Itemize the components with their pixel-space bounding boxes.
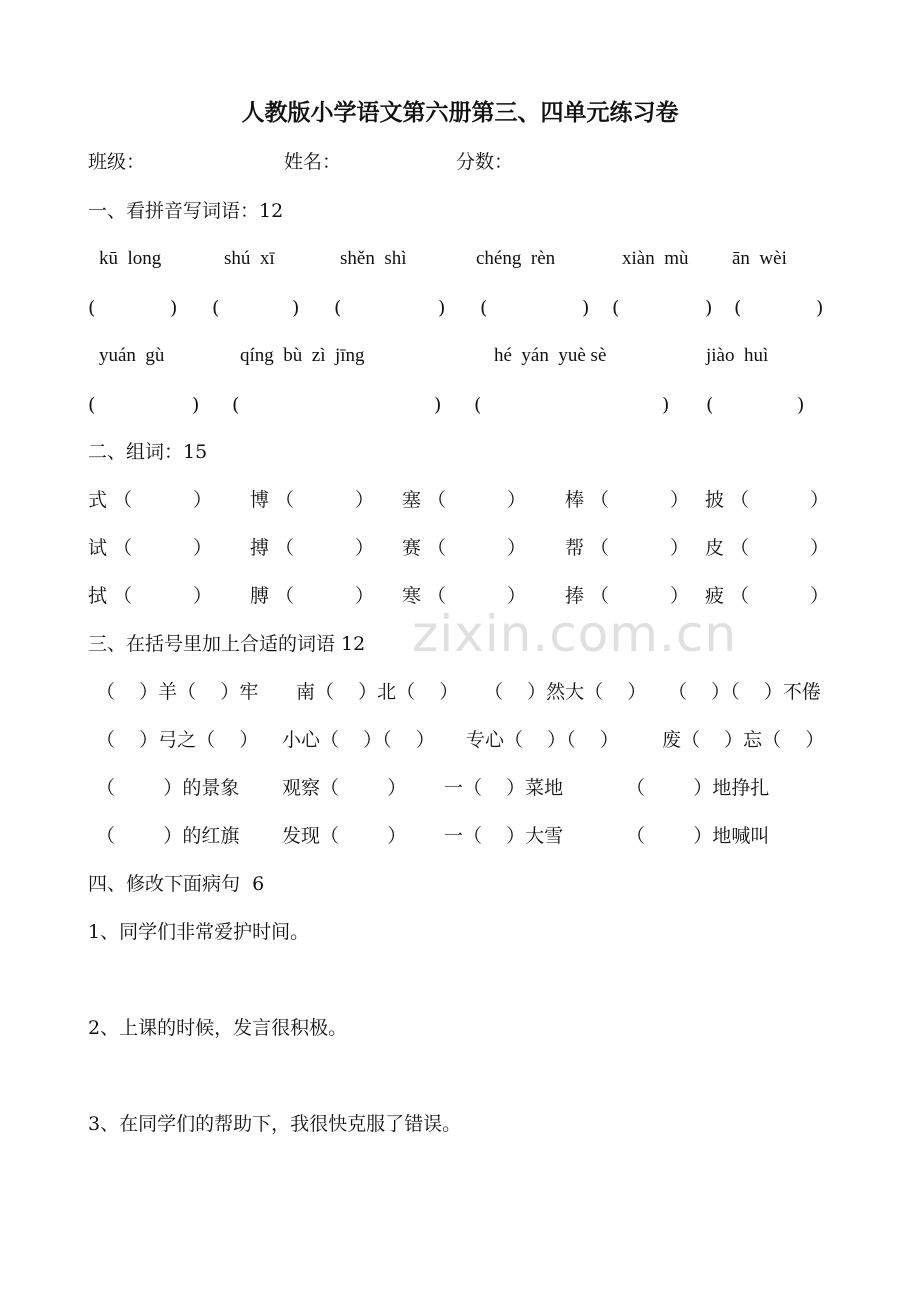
answer-blank-open: （	[427, 489, 447, 511]
answer-blank-close: ）	[810, 585, 830, 607]
answer-blank-open: （	[590, 537, 610, 559]
answer-blank-close: )	[797, 394, 805, 416]
answer-blank-close: ）	[507, 537, 527, 559]
word-char: 塞	[402, 489, 422, 511]
answer-blank-open: （	[275, 585, 295, 607]
section2-heading: 二、组词：15	[88, 441, 208, 463]
pinyin-item: shěn shì	[340, 248, 407, 269]
section3-heading: 三、在括号里加上合适的词语 12	[88, 633, 366, 655]
idiom-item: 小心（ ）（ ）	[282, 729, 435, 751]
sentence-item: 1、同学们非常爱护时间。	[88, 921, 310, 943]
answer-blank-close: )	[434, 394, 442, 416]
answer-blank-open: （	[275, 489, 295, 511]
answer-blank-open: （	[730, 585, 750, 607]
name-label: 姓名：	[284, 151, 342, 173]
answer-blank-open: （	[730, 489, 750, 511]
answer-blank-open: (	[334, 297, 342, 319]
idiom-item: （ ）（ ）不倦	[668, 681, 821, 703]
idiom-item: 南（ ）北（ ）	[296, 681, 459, 703]
answer-blank-open: （	[590, 489, 610, 511]
word-char: 式	[88, 489, 108, 511]
answer-blank-close: ）	[355, 489, 375, 511]
idiom-item: 废（ ）忘（ ）	[662, 729, 825, 751]
answer-blank-close: ）	[507, 489, 527, 511]
answer-blank-open: (	[480, 297, 488, 319]
idiom-item: （ ）然大（ ）	[484, 681, 647, 703]
answer-blank-open: (	[88, 394, 96, 416]
phrase-item: （ ）地挣扎	[626, 777, 770, 799]
answer-blank-close: ）	[355, 585, 375, 607]
sentence-item: 3、在同学们的帮助下，我很快克服了错误。	[88, 1113, 462, 1135]
answer-blank-close: )	[292, 297, 300, 319]
answer-blank-close: ）	[670, 537, 690, 559]
pinyin-item: shú xī	[224, 248, 275, 269]
answer-blank-open: (	[734, 297, 742, 319]
word-char: 疲	[705, 585, 725, 607]
answer-blank-close: )	[582, 297, 590, 319]
answer-blank-close: ）	[810, 489, 830, 511]
word-char: 拭	[88, 585, 108, 607]
word-char: 搏	[250, 537, 270, 559]
answer-blank-open: （	[427, 537, 447, 559]
answer-blank-open: (	[212, 297, 220, 319]
phrase-item: 一（ ）大雪	[444, 825, 564, 847]
pinyin-item: jiào huì	[706, 345, 769, 366]
answer-blank-close: ）	[670, 489, 690, 511]
watermark: zixin.com.cn	[412, 605, 738, 663]
answer-blank-open: （	[113, 489, 133, 511]
word-char: 帮	[565, 537, 585, 559]
word-char: 皮	[705, 537, 725, 559]
answer-blank-open: （	[113, 537, 133, 559]
sentence-item: 2、上课的时候，发言很积极。	[88, 1017, 348, 1039]
score-label: 分数：	[456, 151, 514, 173]
answer-blank-open: (	[612, 297, 620, 319]
answer-blank-close: ）	[193, 489, 213, 511]
pinyin-item: hé yán yuè sè	[494, 345, 607, 366]
section1-heading: 一、看拼音写词语：12	[88, 200, 284, 222]
answer-blank-open: (	[474, 394, 482, 416]
pinyin-item: qíng bù zì jīng	[240, 345, 365, 366]
answer-blank-open: （	[113, 585, 133, 607]
answer-blank-close: ）	[193, 537, 213, 559]
pinyin-item: kū long	[99, 248, 162, 269]
answer-blank-close: ）	[193, 585, 213, 607]
phrase-item: 一（ ）菜地	[444, 777, 564, 799]
answer-blank-close: )	[816, 297, 824, 319]
pinyin-item: ān wèi	[732, 248, 787, 269]
phrase-item: （ ）地喊叫	[626, 825, 770, 847]
word-char: 披	[705, 489, 725, 511]
answer-blank-close: )	[705, 297, 713, 319]
answer-blank-open: （	[730, 537, 750, 559]
answer-blank-open: (	[232, 394, 240, 416]
idiom-item: （ ）羊（ ）牢	[96, 681, 259, 703]
class-label: 班级：	[88, 151, 146, 173]
answer-blank-close: ）	[507, 585, 527, 607]
answer-blank-open: （	[590, 585, 610, 607]
phrase-item: （ ）的景象	[96, 777, 240, 799]
answer-blank-close: ）	[355, 537, 375, 559]
pinyin-item: chéng rèn	[476, 248, 556, 269]
word-char: 棒	[565, 489, 585, 511]
answer-blank-open: （	[275, 537, 295, 559]
word-char: 膊	[250, 585, 270, 607]
phrase-item: （ ）的红旗	[96, 825, 240, 847]
phrase-item: 观察（ ）	[282, 777, 407, 799]
answer-blank-close: ）	[670, 585, 690, 607]
answer-blank-close: )	[662, 394, 670, 416]
phrase-item: 发现（ ）	[282, 825, 407, 847]
word-char: 赛	[402, 537, 422, 559]
word-char: 捧	[565, 585, 585, 607]
answer-blank-open: (	[88, 297, 96, 319]
pinyin-item: xiàn mù	[622, 248, 689, 269]
answer-blank-open: (	[706, 394, 714, 416]
idiom-item: （ ）弓之（ ）	[96, 729, 259, 751]
answer-blank-close: ）	[810, 537, 830, 559]
answer-blank-close: )	[438, 297, 446, 319]
word-char: 试	[88, 537, 108, 559]
idiom-item: 专心（ ）（ ）	[466, 729, 619, 751]
answer-blank-close: )	[170, 297, 178, 319]
word-char: 博	[250, 489, 270, 511]
section4-heading: 四、修改下面病句 6	[88, 873, 265, 895]
answer-blank-open: （	[427, 585, 447, 607]
pinyin-item: yuán gù	[99, 345, 165, 366]
word-char: 寒	[402, 585, 422, 607]
answer-blank-close: )	[192, 394, 200, 416]
page-title: 人教版小学语文第六册第三、四单元练习卷	[241, 100, 679, 126]
